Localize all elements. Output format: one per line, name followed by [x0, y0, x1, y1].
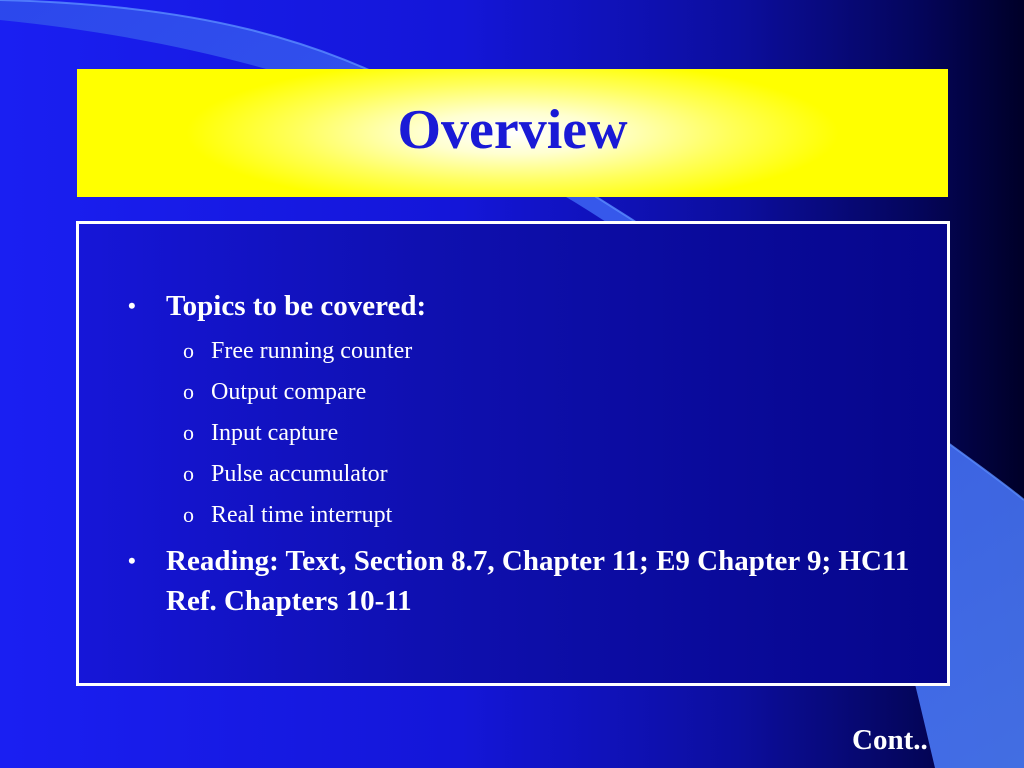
sub-bullet-text: Real time interrupt [211, 502, 393, 528]
sub-bullet-marker: o [183, 502, 194, 527]
bullet-marker: • [128, 293, 136, 318]
sub-bullet-item [183, 500, 392, 530]
sub-bullet-marker: o [183, 338, 194, 363]
bullet-item-topics [128, 286, 928, 326]
sub-bullet-marker: o [183, 379, 194, 404]
bullet-item-reading [128, 541, 918, 621]
sub-bullet-text: Input capture [211, 420, 339, 446]
sub-bullet-item [183, 418, 338, 448]
sub-bullet-text: Free running counter [211, 338, 413, 364]
sub-bullet-text: Output compare [211, 379, 367, 405]
sub-bullet-marker: o [183, 461, 194, 486]
slide-title: Overview [397, 99, 628, 161]
sub-bullet-item [183, 459, 388, 489]
bullet-marker: • [128, 548, 136, 573]
title-banner [77, 69, 948, 197]
continued-label: Cont.. [852, 724, 928, 756]
sub-bullet-item [183, 377, 366, 407]
sub-bullet-text: Pulse accumulator [211, 461, 388, 487]
sub-bullet-marker: o [183, 420, 194, 445]
sub-bullet-item [183, 336, 412, 366]
bullet-text: Topics to be covered: [166, 290, 427, 322]
bullet-text: Reading: Text, Section 8.7, Chapter 11; E9 Chapter 9; HC11 Ref. Chapters 10-11 [166, 545, 910, 617]
